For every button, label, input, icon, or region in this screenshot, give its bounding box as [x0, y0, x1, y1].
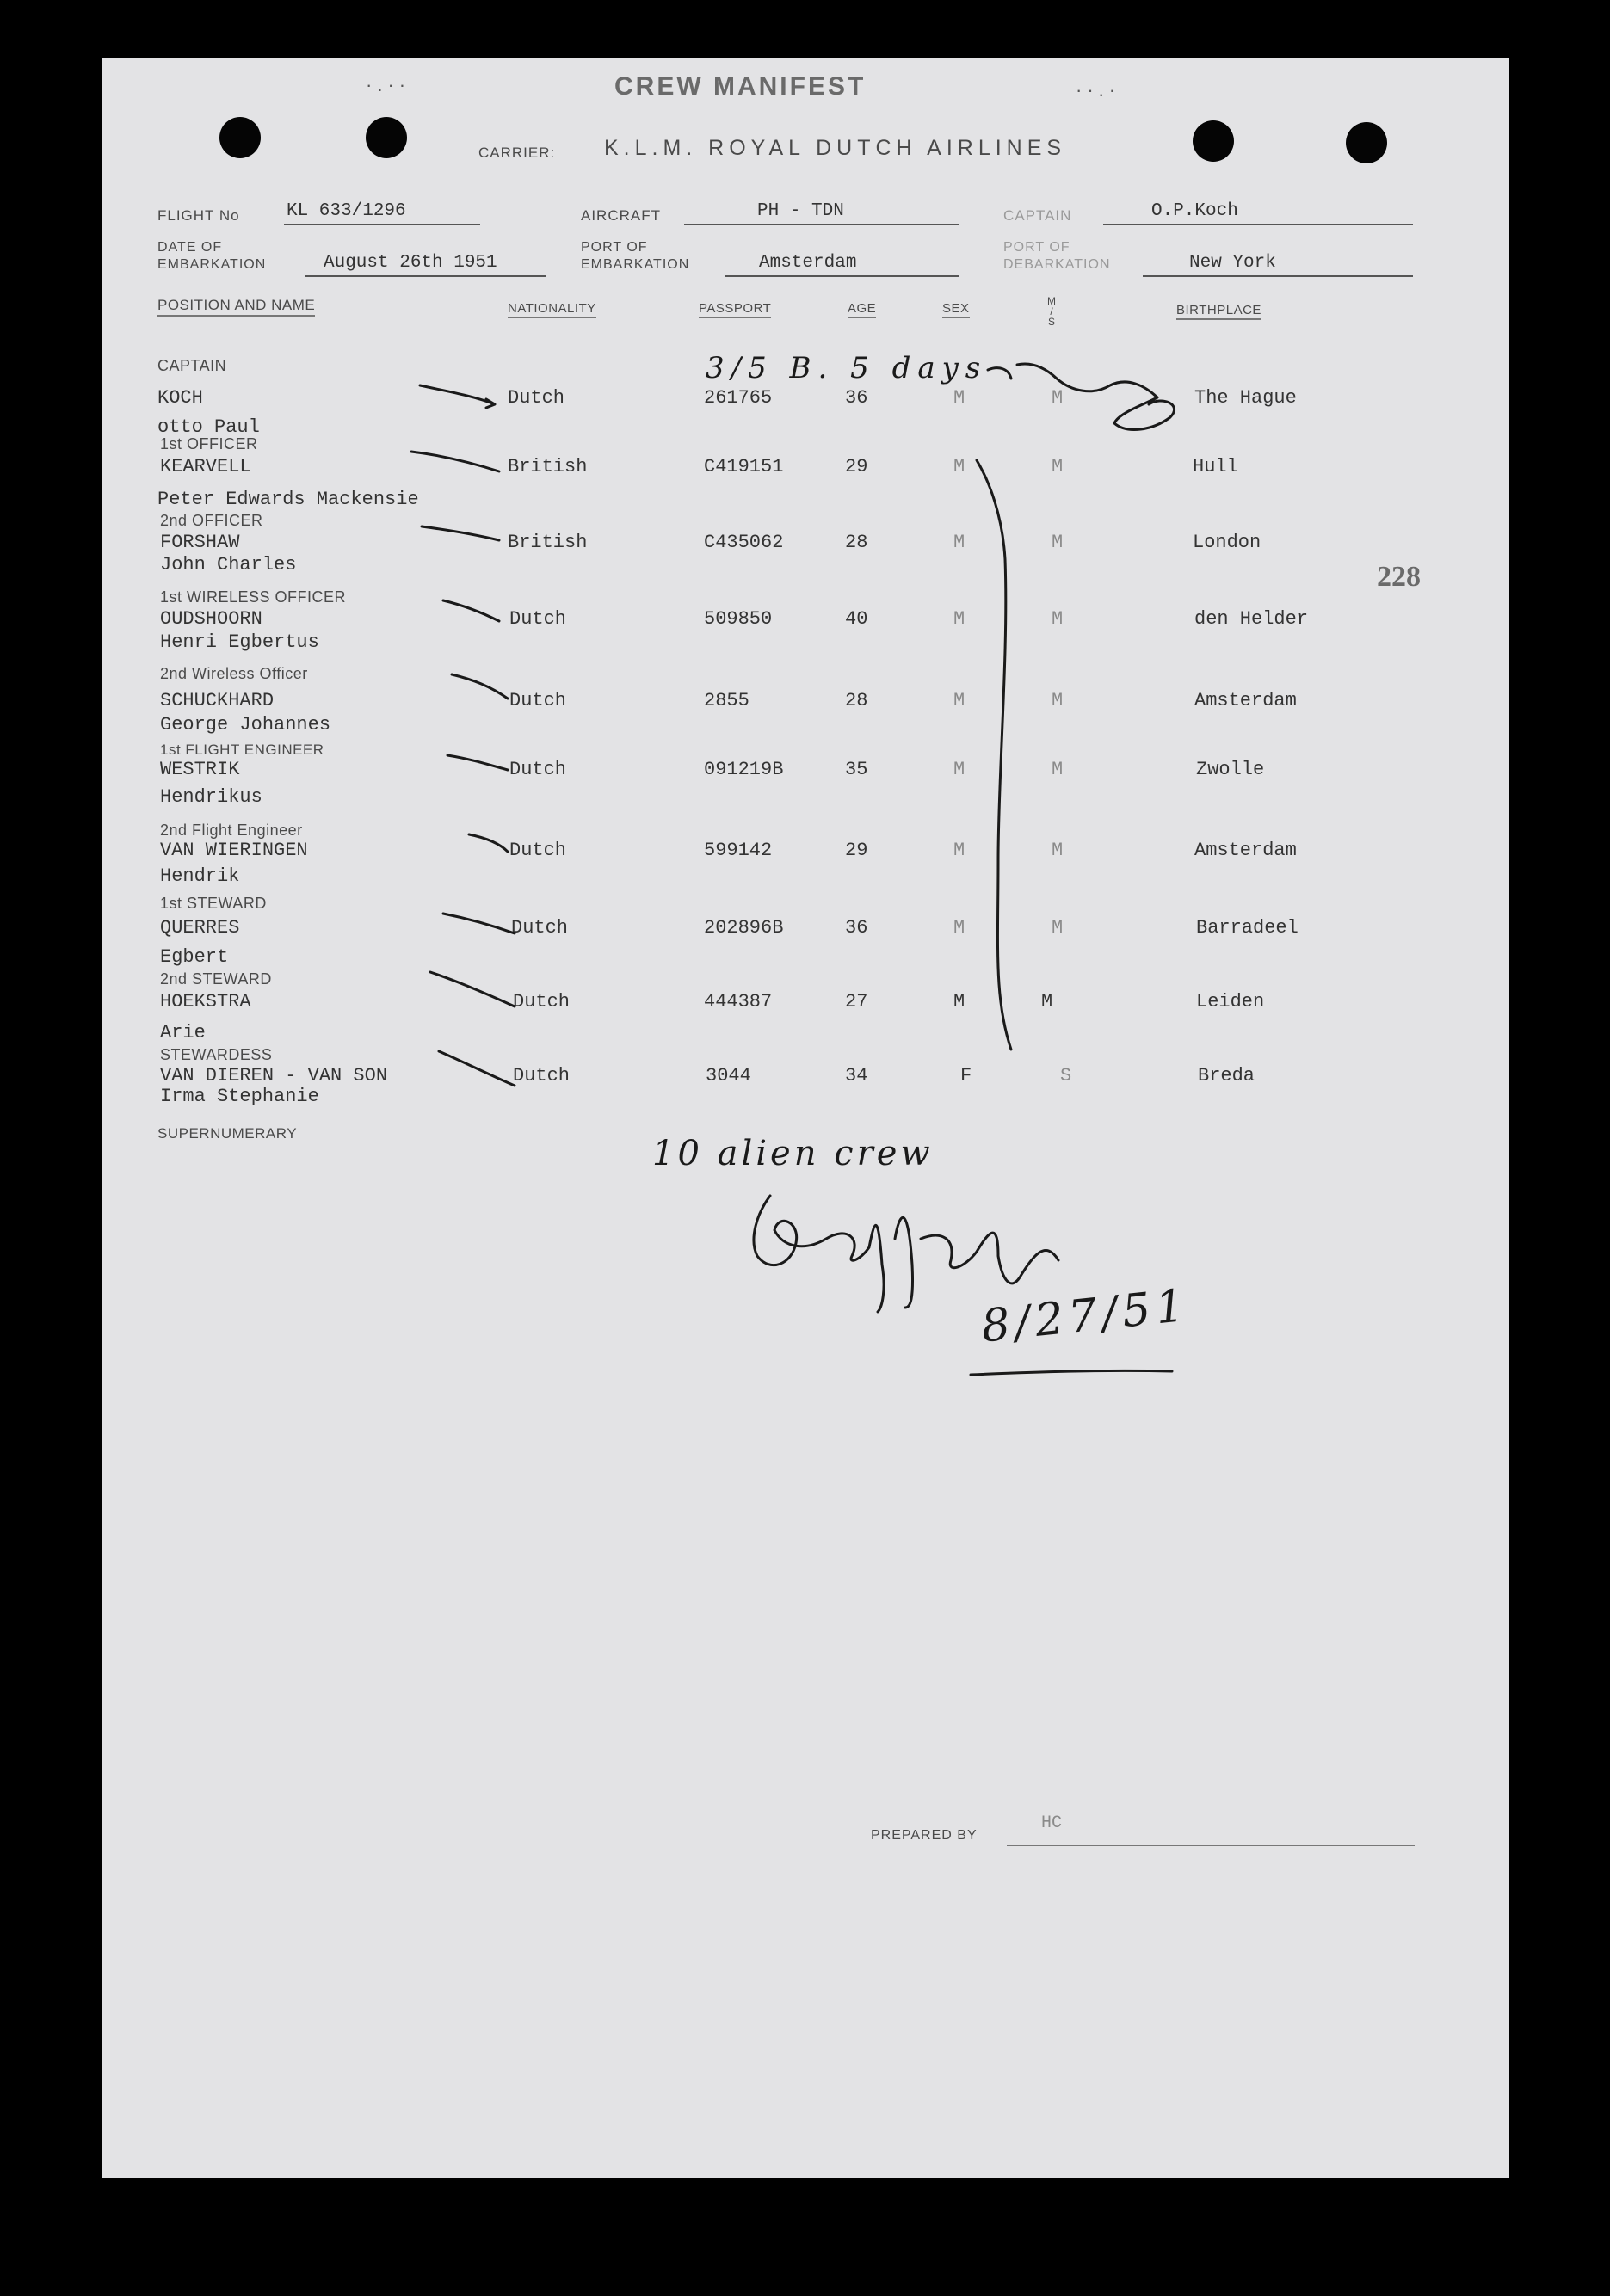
captain-label: CAPTAIN — [1003, 207, 1072, 224]
handwritten-count-note: 10 alien crew — [652, 1134, 934, 1173]
crew-surname: QUERRES — [160, 917, 240, 939]
crew-age: 28 — [845, 690, 868, 711]
crew-given-names: Irma Stephanie — [160, 1086, 319, 1107]
crew-position: 2nd OFFICER — [160, 512, 263, 529]
crew-nationality: Dutch — [511, 917, 569, 939]
crew-age: 40 — [845, 608, 868, 630]
crew-marital-status: M — [1052, 532, 1064, 553]
crew-surname: VAN DIEREN - VAN SON — [160, 1065, 388, 1086]
crew-nationality: Dutch — [509, 690, 567, 711]
crew-position: CAPTAIN — [157, 357, 227, 374]
crew-position: STEWARDESS — [160, 1046, 273, 1063]
crew-position: 1st STEWARD — [160, 895, 267, 912]
crew-given-names: Egbert — [160, 946, 229, 968]
document-title: CREW MANIFEST — [614, 72, 867, 101]
crew-nationality: British — [508, 456, 588, 477]
flight-label: FLIGHT No — [157, 207, 240, 224]
carrier-label: CARRIER: — [478, 145, 556, 161]
crew-nationality: Dutch — [509, 759, 567, 780]
crew-surname: WESTRIK — [160, 759, 240, 780]
carrier-name: K.L.M. ROYAL DUTCH AIRLINES — [604, 136, 1067, 160]
crew-nationality: Dutch — [513, 1065, 571, 1086]
crew-marital-status: M — [1041, 991, 1053, 1013]
crew-sex: M — [953, 690, 965, 711]
crew-age: 27 — [845, 991, 868, 1013]
col-ms: M / S — [1047, 295, 1057, 328]
crew-passport: 2855 — [704, 690, 749, 711]
crew-position: 1st FLIGHT ENGINEER — [160, 742, 324, 758]
aircraft-label: AIRCRAFT — [581, 207, 661, 224]
decor-dots: ·.·· — [366, 74, 411, 95]
handwritten-top-note: 3/5 B. 5 days — [706, 351, 988, 385]
col-sex: SEX — [942, 301, 970, 318]
crew-given-names: Henri Egbertus — [160, 631, 319, 653]
crew-position: 1st WIRELESS OFFICER — [160, 588, 347, 606]
page-number: 228 — [1377, 561, 1421, 593]
supernumerary-label: SUPERNUMERARY — [157, 1125, 298, 1142]
crew-sex: M — [953, 532, 965, 553]
crew-birthplace: Breda — [1198, 1065, 1255, 1086]
crew-position: 2nd Flight Engineer — [160, 822, 303, 839]
crew-surname: HOEKSTRA — [160, 991, 251, 1013]
prepared-by-label: PREPARED BY — [871, 1828, 978, 1843]
crew-nationality: Dutch — [509, 608, 567, 630]
crew-birthplace: Zwolle — [1196, 759, 1265, 780]
date-label: DATE OF EMBARKATION — [157, 240, 267, 272]
crew-given-names: Hendrikus — [160, 786, 262, 808]
crew-passport: 261765 — [704, 387, 773, 409]
handwritten-date: 8/27/51 — [978, 1279, 1192, 1353]
crew-given-names: otto Paul — [157, 416, 260, 438]
col-passport: PASSPORT — [699, 301, 771, 318]
crew-birthplace: Leiden — [1196, 991, 1265, 1013]
crew-nationality: Dutch — [513, 991, 571, 1013]
crew-nationality: Dutch — [508, 387, 565, 409]
crew-passport: 3044 — [706, 1065, 751, 1086]
crew-passport: 202896B — [704, 917, 784, 939]
crew-position: 1st OFFICER — [160, 435, 258, 452]
crew-birthplace: den Helder — [1194, 608, 1309, 630]
crew-marital-status: M — [1052, 608, 1064, 630]
crew-surname: VAN WIERINGEN — [160, 840, 308, 861]
flight-number: KL 633/1296 — [287, 201, 406, 221]
crew-sex: M — [953, 608, 965, 630]
col-birthplace: BIRTHPLACE — [1176, 303, 1261, 320]
embarkation-date: August 26th 1951 — [324, 253, 497, 273]
crew-age: 35 — [845, 759, 868, 780]
crew-passport: 599142 — [704, 840, 773, 861]
crew-sex: M — [953, 991, 965, 1013]
crew-birthplace: Amsterdam — [1194, 690, 1297, 711]
crew-given-names: Hendrik — [160, 865, 240, 887]
crew-age: 36 — [845, 917, 868, 939]
crew-marital-status: M — [1052, 840, 1064, 861]
crew-marital-status: M — [1052, 387, 1064, 409]
crew-surname: KOCH — [157, 387, 203, 409]
port-debarkation: New York — [1189, 253, 1276, 273]
port-debarkation-label: PORT OF DEBARKATION — [1003, 240, 1111, 272]
decor-dots: ··.· — [1076, 79, 1121, 101]
crew-marital-status: M — [1052, 456, 1064, 477]
col-age: AGE — [848, 301, 876, 318]
crew-nationality: Dutch — [509, 840, 567, 861]
crew-nationality: British — [508, 532, 588, 553]
crew-marital-status: S — [1060, 1065, 1072, 1086]
crew-given-names: John Charles — [160, 554, 297, 576]
crew-age: 29 — [845, 456, 868, 477]
crew-birthplace: London — [1193, 532, 1261, 553]
aircraft-value: PH - TDN — [757, 201, 844, 221]
crew-marital-status: M — [1052, 690, 1064, 711]
col-position-name: POSITION AND NAME — [157, 297, 315, 317]
crew-passport: 444387 — [704, 991, 773, 1013]
crew-sex: F — [960, 1065, 972, 1086]
crew-age: 28 — [845, 532, 868, 553]
crew-sex: M — [953, 840, 965, 861]
crew-sex: M — [953, 917, 965, 939]
col-nationality: NATIONALITY — [508, 301, 596, 318]
crew-age: 34 — [845, 1065, 868, 1086]
port-embarkation: Amsterdam — [759, 253, 857, 273]
crew-surname: FORSHAW — [160, 532, 240, 553]
crew-age: 29 — [845, 840, 868, 861]
crew-birthplace: Barradeel — [1196, 917, 1298, 939]
crew-birthplace: The Hague — [1194, 387, 1297, 409]
crew-given-names: Peter Edwards Mackensie — [157, 489, 419, 510]
crew-marital-status: M — [1052, 917, 1064, 939]
crew-position: 2nd STEWARD — [160, 970, 272, 988]
crew-passport: 091219B — [704, 759, 784, 780]
crew-age: 36 — [845, 387, 868, 409]
captain-value: O.P.Koch — [1151, 201, 1238, 221]
port-embarkation-label: PORT OF EMBARKATION — [581, 240, 690, 272]
crew-sex: M — [953, 456, 965, 477]
crew-passport: C419151 — [704, 456, 784, 477]
crew-given-names: George Johannes — [160, 714, 331, 736]
crew-given-names: Arie — [160, 1022, 206, 1043]
prepared-by-value: HC — [1041, 1813, 1063, 1833]
crew-birthplace: Hull — [1193, 456, 1238, 477]
crew-surname: OUDSHOORN — [160, 608, 262, 630]
crew-birthplace: Amsterdam — [1194, 840, 1297, 861]
crew-surname: SCHUCKHARD — [160, 690, 275, 711]
crew-marital-status: M — [1052, 759, 1064, 780]
crew-surname: KEARVELL — [160, 456, 251, 477]
crew-passport: 509850 — [704, 608, 773, 630]
crew-passport: C435062 — [704, 532, 784, 553]
crew-position: 2nd Wireless Officer — [160, 665, 308, 682]
crew-sex: M — [953, 759, 965, 780]
crew-sex: M — [953, 387, 965, 409]
